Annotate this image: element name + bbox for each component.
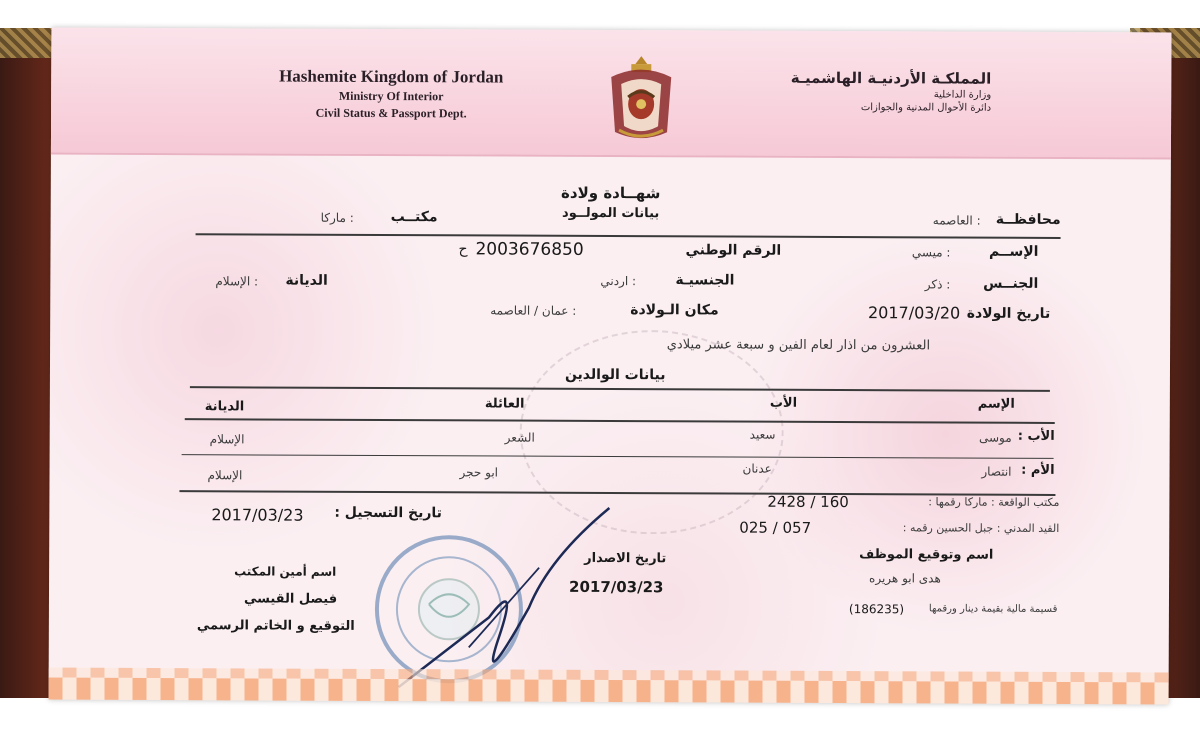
national-no-suffix: ح bbox=[458, 241, 468, 258]
jordan-emblem-icon bbox=[601, 52, 681, 147]
certificate-header bbox=[51, 28, 1172, 160]
dob-value: 2017/03/20 bbox=[867, 303, 961, 323]
father-father-name: سعيد bbox=[749, 427, 776, 442]
newborn-data-title: بيانات المولــود bbox=[562, 205, 660, 222]
dob-in-words: العشرون من اذار لعام الفين و سبعة عشر ميلادي bbox=[666, 337, 931, 354]
header-en-ministry: Ministry Of Interior bbox=[338, 88, 444, 104]
office-value: : ماركا bbox=[320, 210, 354, 225]
governorate-value: : العاصمه bbox=[932, 213, 981, 228]
national-no-value: 2003676850 bbox=[475, 239, 584, 260]
religion-value: : الإسلام bbox=[215, 274, 259, 289]
nationality-value: : اردني bbox=[600, 273, 637, 289]
national-no-label: الرقم الوطني bbox=[685, 242, 782, 259]
secretary-name: فيصل القيسي bbox=[243, 591, 338, 607]
father-family-name: الشعر bbox=[504, 430, 535, 445]
civil-registry-number: 025 / 057 bbox=[739, 518, 812, 537]
registration-date-value: 2017/03/23 bbox=[211, 505, 304, 525]
child-name-label: الإســم bbox=[988, 243, 1039, 260]
official-seal-label: التوقيع و الخاتم الرسمي bbox=[196, 618, 355, 634]
header-en-kingdom: Hashemite Kingdom of Jordan bbox=[279, 66, 504, 87]
birthplace-label: مكان الـولادة bbox=[630, 302, 719, 319]
mother-row-label: الأم : bbox=[1021, 462, 1055, 478]
father-row-label: الأب : bbox=[1017, 428, 1055, 444]
parents-section-title: بيانات الوالدين bbox=[564, 366, 666, 384]
parents-header-name: الإسم bbox=[977, 396, 1015, 412]
office-label: مكتــب bbox=[390, 209, 438, 226]
certificate-title: شهــادة ولادة bbox=[561, 183, 661, 203]
dob-label: تاريخ الولادة bbox=[966, 305, 1051, 322]
birthplace-value: : عمان / العاصمه bbox=[490, 303, 577, 318]
parents-header-family: العائلة bbox=[484, 396, 525, 412]
incident-office-label: مكتب الواقعة : ماركا رقمها : bbox=[928, 495, 1060, 509]
secretary-label: اسم أمين المكتب bbox=[234, 564, 337, 579]
top-divider bbox=[196, 233, 1061, 239]
incident-office-number: 2428 / 160 bbox=[767, 492, 849, 512]
civil-registry-label: القيد المدني : جبل الحسين رقمه : bbox=[902, 521, 1060, 535]
parents-header-father: الأب bbox=[769, 395, 798, 411]
security-border bbox=[49, 678, 1169, 705]
mother-first-name: انتصار bbox=[981, 464, 1012, 479]
mother-religion: الإسلام bbox=[207, 468, 243, 483]
child-name-value: : ميسي bbox=[911, 245, 951, 260]
mother-father-name: عدنان bbox=[742, 461, 772, 476]
header-english bbox=[241, 66, 541, 121]
parents-header-religion: الديانة bbox=[204, 399, 245, 415]
header-ar-kingdom: المملكـة الأردنيـة الهاشميـة bbox=[790, 68, 992, 88]
issue-date-label: تاريخ الاصدار bbox=[584, 550, 667, 567]
birth-certificate bbox=[49, 28, 1172, 705]
nationality-label: الجنسيـة bbox=[675, 272, 735, 289]
header-en-department: Civil Status & Passport Dept. bbox=[315, 105, 467, 121]
father-first-name: موسى bbox=[978, 430, 1012, 445]
header-arabic bbox=[731, 69, 991, 114]
gender-value: : ذكر bbox=[924, 277, 951, 292]
revenue-stamp-number: (186235) bbox=[848, 602, 905, 617]
issue-date-value: 2017/03/23 bbox=[568, 577, 664, 597]
header-ar-department: دائرة الأحوال المدنية والجوازات bbox=[860, 102, 992, 114]
religion-label: الديانة bbox=[285, 272, 328, 289]
employee-name: هدى ابو هريره bbox=[869, 571, 941, 586]
revenue-stamp-label: قسيمة مالية بقيمة دينار ورقمها bbox=[928, 603, 1058, 615]
employee-label: اسم وتوقيع الموظف bbox=[859, 547, 994, 563]
gender-label: الجنــس bbox=[983, 275, 1039, 292]
registration-date-label: تاريخ التسجيل : bbox=[334, 504, 442, 522]
governorate-label: محافظــة bbox=[995, 211, 1061, 228]
header-ar-ministry: وزارة الداخلية bbox=[933, 89, 992, 101]
signature-icon bbox=[379, 497, 620, 698]
father-religion: الإسلام bbox=[209, 432, 245, 447]
mother-family-name: ابو حجر bbox=[459, 465, 499, 480]
